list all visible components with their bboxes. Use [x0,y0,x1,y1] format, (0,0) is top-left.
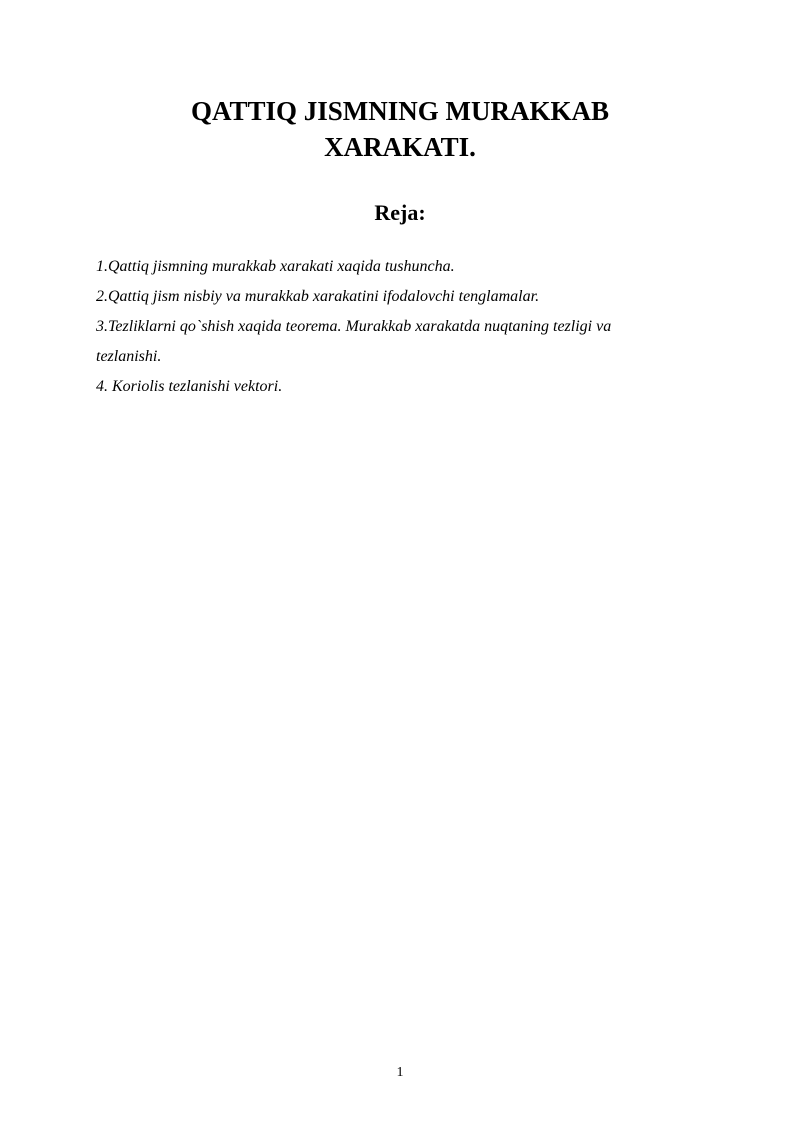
plan-item-2: 2.Qattiq jism nisbiy va murakkab xarakatini ifodalovchi tenglamalar. [96,288,540,305]
plan-item-3-continuation: tezlanishi. [96,348,162,365]
page-number: 1 [396,1065,404,1080]
title-line-2: XARAKATI. [324,132,476,162]
plan-item-1: 1.Qattiq jismning murakkab xarakati xaqida tushuncha. [96,258,455,275]
plan-item-3: 3.Tezliklarni qo`shish xaqida teorema. Murakkab xarakatda nuqtaning tezligi va [96,318,612,335]
plan-item-4: 4. Koriolis tezlanishi vektori. [96,378,283,395]
title-line-1: QATTIQ JISMNING MURAKKAB [190,96,610,126]
plan-list [96,252,716,402]
page-title [120,93,680,165]
plan-heading: Reja: [374,200,426,225]
